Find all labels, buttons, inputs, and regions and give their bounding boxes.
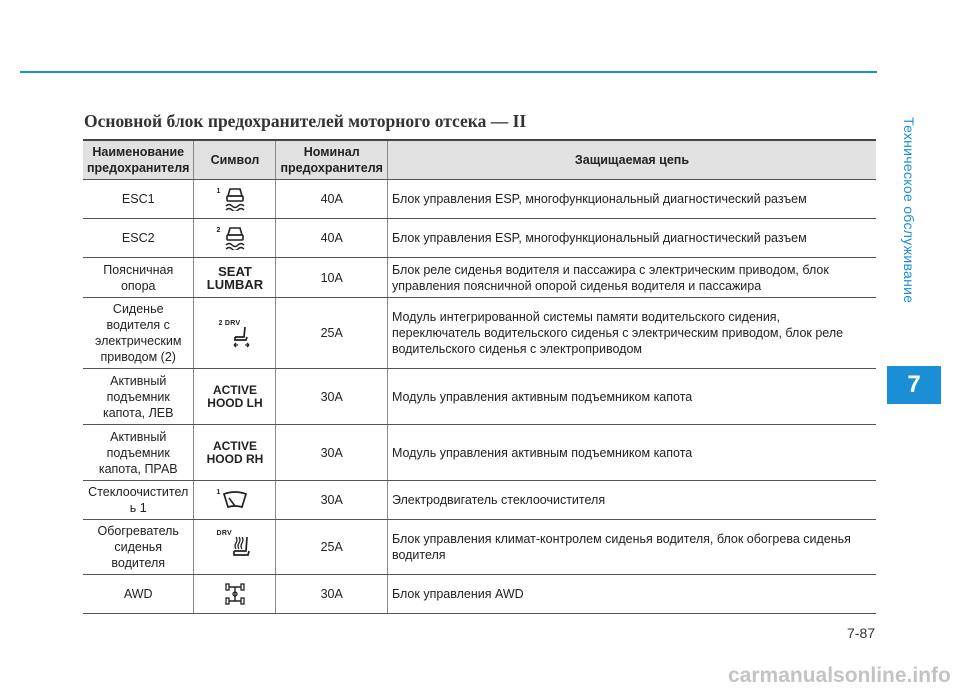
fuse-name: Обогреватель сиденья водителя (83, 520, 194, 575)
fuse-circuit: Блок управления AWD (387, 575, 876, 614)
fuse-symbol (194, 425, 276, 481)
fuse-rating: 40A (276, 219, 387, 258)
table-row (83, 520, 876, 575)
symbol-superscript: 2 (216, 227, 221, 234)
fuse-rating: 30A (276, 369, 387, 425)
symbol-text: ACTIVE HOOD LH (207, 382, 263, 410)
fuse-rating: 30A (276, 425, 387, 481)
fuse-symbol (194, 575, 276, 614)
chapter-number-badge: 7 (887, 366, 941, 404)
fuse-symbol (194, 219, 276, 258)
fuse-name: Сиденье водителя с электрическим приводом (2) (83, 298, 194, 369)
side-section-label: Техническое обслуживание (901, 116, 917, 304)
fuse-circuit: Модуль интегрированной системы памяти водительского сидения, переключатель водительского сиденья с электрическим приводом, блок реле водительского сиденья с электроприводом (387, 298, 876, 369)
fuse-symbol (194, 369, 276, 425)
page-title: Основной блок предохранителей моторного отсека — II (84, 111, 527, 131)
fuse-circuit: Электродвигатель стеклоочистителя (387, 481, 876, 520)
symbol-superscript: DRV (216, 530, 233, 537)
fuse-symbol (194, 481, 276, 520)
watermark: carmanualsonline.info (728, 664, 951, 687)
table-row (83, 369, 876, 425)
table-row (83, 258, 876, 298)
fuse-symbol (194, 180, 276, 219)
fuse-rating: 10A (276, 258, 387, 298)
fuse-circuit: Модуль управления активным подъемником капота (387, 369, 876, 425)
fuse-symbol (194, 298, 276, 369)
esc-icon (224, 187, 246, 211)
symbol-superscript: 1 (216, 489, 221, 496)
symbol-superscript: 1 (216, 188, 221, 195)
table-header-row (83, 140, 876, 180)
fuse-symbol (194, 520, 276, 575)
top-divider (20, 71, 877, 73)
fuse-name: Активный подъемник капота, ЛЕВ (83, 369, 194, 425)
fuse-rating: 30A (276, 575, 387, 614)
fuse-rating: 25A (276, 298, 387, 369)
fuse-rating: 40A (276, 180, 387, 219)
fuse-symbol (194, 258, 276, 298)
fuse-circuit: Блок управления ESP, многофункциональный диагностический разъем (387, 219, 876, 258)
fuse-circuit: Модуль управления активным подъемником капота (387, 425, 876, 481)
fuse-rating: 30A (276, 481, 387, 520)
table-row (83, 180, 876, 219)
esc-icon (224, 226, 246, 250)
table-row (83, 481, 876, 520)
fuse-circuit: Блок управления климат-контролем сиденья водителя, блок обогрева сиденья водителя (387, 520, 876, 575)
fuse-name: Стеклоочистител ь 1 (83, 481, 194, 520)
fuse-name: ESC2 (83, 219, 194, 258)
header-fuse-name: Наименование предохранителя (83, 140, 194, 180)
fuse-circuit: Блок управления ESP, многофункциональный диагностический разъем (387, 180, 876, 219)
symbol-text: SEAT LUMBAR (206, 263, 264, 292)
fuse-name: ESC1 (83, 180, 194, 219)
fuse-name: Поясничная опора (83, 258, 194, 298)
awd-icon (224, 581, 246, 607)
symbol-text: ACTIVE HOOD RH (206, 438, 264, 466)
fuse-name: Активный подъемник капота, ПРАВ (83, 425, 194, 481)
table-row (83, 219, 876, 258)
page-number: 7-87 (847, 625, 876, 641)
header-symbol: Символ (194, 140, 276, 180)
fuse-name: AWD (83, 575, 194, 614)
seat-heater-icon (230, 535, 252, 559)
table-row (83, 575, 876, 614)
symbol-superscript: 2 DRV (218, 320, 241, 327)
fuse-table (83, 139, 876, 614)
header-rating: Номинал предохранителя (276, 140, 387, 180)
header-circuit: Защищаемая цепь (387, 140, 876, 180)
fuse-rating: 25A (276, 520, 387, 575)
fuse-circuit: Блок реле сиденья водителя и пассажира с электрическим приводом, блок управления поясничной опорой сиденья водителя и пассажира (387, 258, 876, 298)
table-row (83, 425, 876, 481)
wiper-icon (222, 490, 248, 510)
table-row (83, 298, 876, 369)
